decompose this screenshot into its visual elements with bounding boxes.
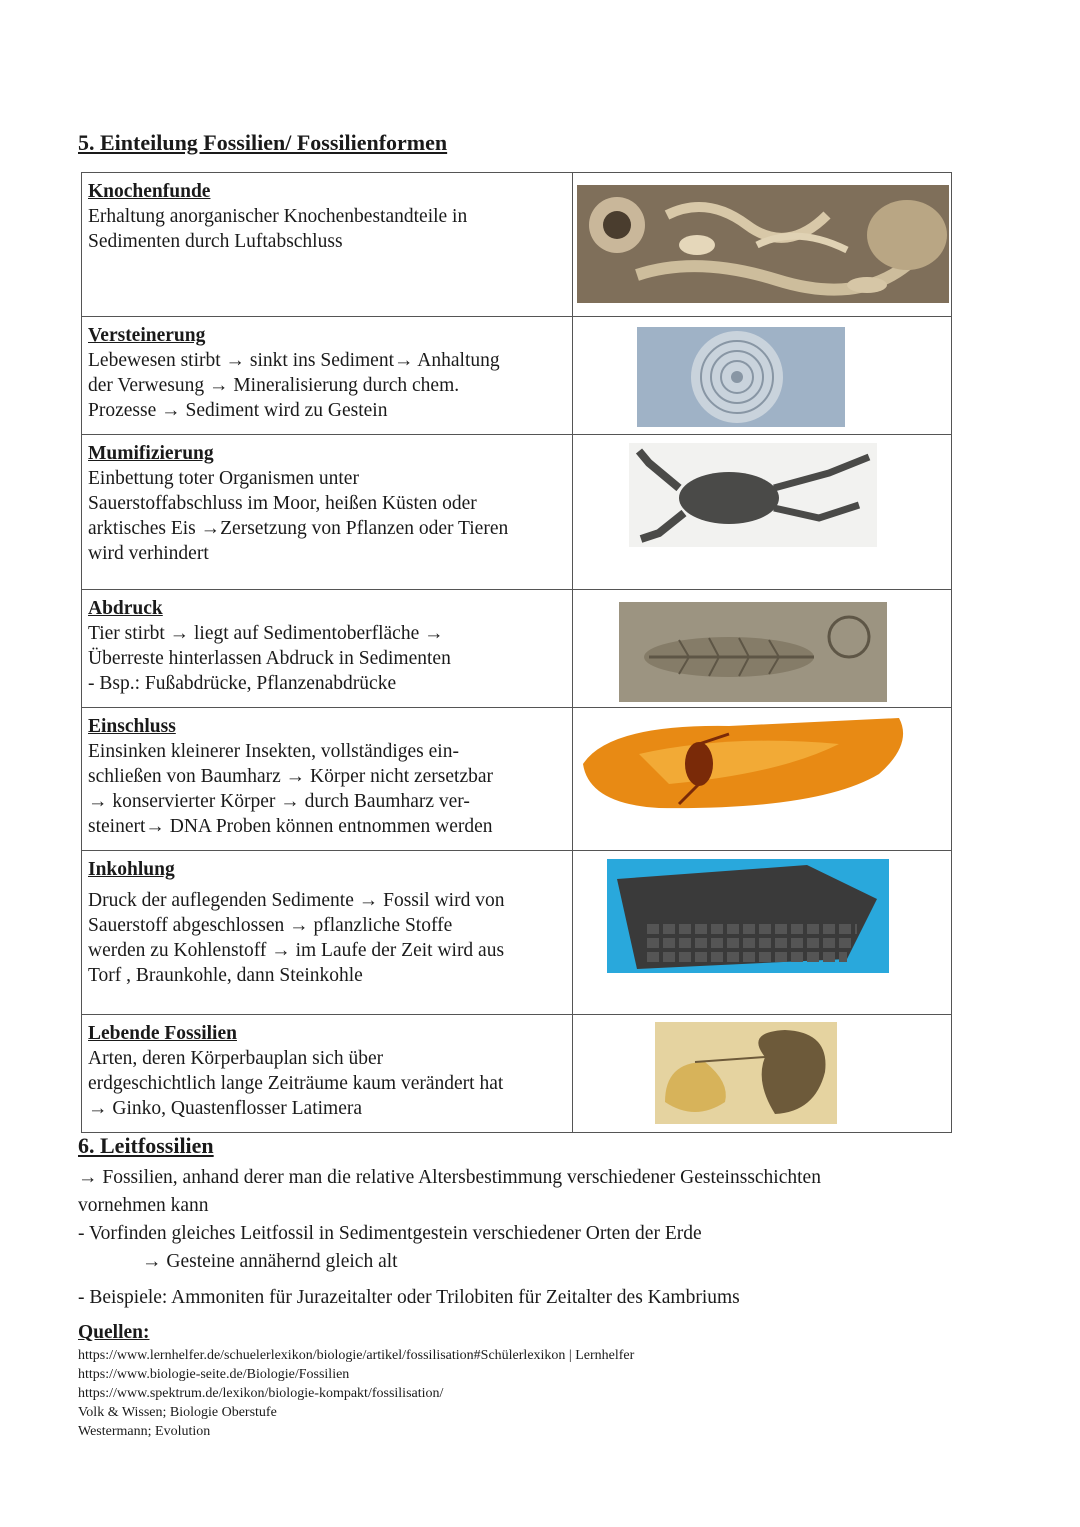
image-cell	[572, 317, 951, 435]
row-body: Arten, deren Körperbauplan sich über erdgeschichtlich lange Zeiträume kaum verändert hat → Ginko, Quastenflosser Latimera	[88, 1048, 504, 1119]
ammonite-photo	[637, 327, 845, 427]
source-item: Westermann; Evolution	[78, 1424, 211, 1439]
row-heading: Versteinerung	[88, 325, 206, 346]
table-row	[82, 1015, 952, 1133]
row-heading: Knochenfunde	[88, 181, 211, 202]
text-line: vornehmen kann	[78, 1195, 209, 1216]
text-line: - Vorfinden gleiches Leitfossil in Sedimentgestein verschiedener Orten der Erde	[78, 1223, 702, 1244]
table-row	[82, 173, 952, 317]
image-cell	[572, 590, 951, 708]
text-cell	[82, 851, 573, 1015]
source-item: https://www.lernhelfer.de/schuelerlexikon/biologie/artikel/fossilisation#Schülerlexikon | Lernhelfer	[78, 1348, 635, 1363]
coal-fossil-photo	[607, 859, 889, 973]
row-body: Druck der auflegenden Sedimente → Fossil wird von Sauerstoff abgeschlossen → pflanzliche Stoffe werden zu Kohlenstoff → im Laufe der Zeit wird aus Torf , Braunkohle, dann Steinkohle	[88, 890, 505, 986]
sources-title: Quellen:	[78, 1322, 150, 1343]
text-line: → Gesteine annähernd gleich alt	[142, 1251, 398, 1272]
row-heading: Lebende Fossilien	[88, 1023, 237, 1044]
table-row	[82, 435, 952, 590]
row-body: Tier stirbt → liegt auf Sedimentoberfläche → Überreste hinterlassen Abdruck in Sedimenten - Bsp.: Fußabdrücke, Pflanzenabdrücke	[88, 623, 451, 694]
sources	[78, 1322, 1038, 1441]
ginkgo-photo	[655, 1022, 837, 1124]
image-cell	[572, 708, 951, 851]
section-5-title: 5. Einteilung Fossilien/ Fossilienformen	[78, 130, 448, 155]
amber-photo	[579, 714, 913, 818]
table-row	[82, 851, 952, 1015]
image-cell	[572, 173, 951, 317]
fossil-forms-table	[81, 172, 952, 1133]
text-line: - Beispiele: Ammoniten für Jurazeitalter oder Trilobiten für Zeitalter des Kambriums	[78, 1287, 740, 1308]
text-cell	[82, 590, 573, 708]
row-body: Einbettung toter Organismen unter Sauerstoffabschluss im Moor, heißen Küsten oder arktisches Eis →Zersetzung von Pflanzen oder Tieren wird verhindert	[88, 468, 509, 564]
table-row	[82, 708, 952, 851]
section-6	[78, 1132, 1038, 1312]
text-cell	[82, 1015, 573, 1133]
row-body: Einsinken kleinerer Insekten, vollständiges ein- schließen von Baumharz → Körper nicht zersetzbar → konservierter Körper → durch Baumharz ver- steinert→ DNA Proben können entnommen werden	[88, 741, 494, 837]
mummified-frog-photo	[629, 443, 877, 547]
text-cell	[82, 317, 573, 435]
row-heading: Abdruck	[88, 598, 163, 619]
text-cell	[82, 173, 573, 317]
image-cell	[572, 435, 951, 590]
row-body: Lebewesen stirbt → sinkt ins Sediment→ Anhaltung der Verwesung → Mineralisierung durch chem. Prozesse → Sediment wird zu Gestein	[88, 350, 500, 421]
source-item: https://www.biologie-seite.de/Biologie/Fossilien	[78, 1367, 350, 1382]
text-line: → Fossilien, anhand derer man die relative Altersbestimmung verschiedener Gesteinsschichten	[78, 1167, 821, 1188]
text-cell	[82, 435, 573, 590]
row-heading: Mumifizierung	[88, 443, 214, 464]
image-cell	[572, 851, 951, 1015]
imprint-photo	[619, 602, 887, 702]
text-cell	[82, 708, 573, 851]
bones-photo	[577, 185, 949, 303]
row-heading: Inkohlung	[88, 859, 175, 880]
row-body: Erhaltung anorganischer Knochenbestandteile in Sedimenten durch Luftabschluss	[88, 206, 468, 252]
source-item: https://www.spektrum.de/lexikon/biologie-kompakt/fossilisation/	[78, 1386, 444, 1401]
source-item: Volk & Wissen; Biologie Oberstufe	[78, 1405, 277, 1420]
row-heading: Einschluss	[88, 716, 176, 737]
table-row	[82, 317, 952, 435]
section-6-title: 6. Leitfossilien	[78, 1133, 214, 1158]
table-row	[82, 590, 952, 708]
image-cell	[572, 1015, 951, 1133]
